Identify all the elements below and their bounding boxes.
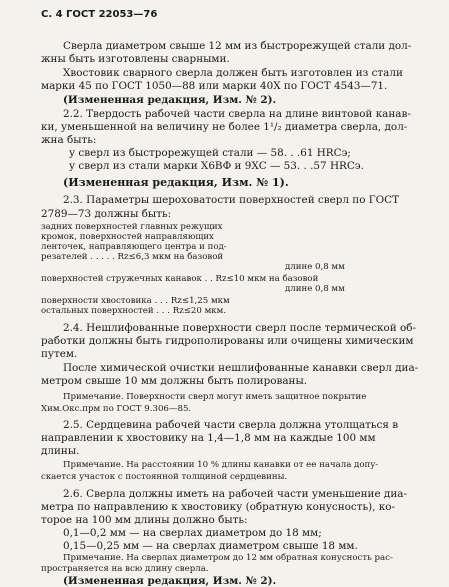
paragraph-line: ки, уменьшенной на величину не более 1¹/₂ диаметра сверла, дол- [41, 121, 408, 133]
page-header: С. 4 ГОСТ 22053—76 [41, 9, 158, 20]
paragraph-line: 0,15—0,25 мм — на сверлах диаметром свыше 18 мм. [63, 540, 358, 552]
roughness-line: длине 0,8 мм [285, 262, 345, 272]
paragraph-line: 0,1—0,2 мм — на сверлах диаметром до 18 мм; [63, 527, 322, 539]
revision-note: (Измененная редакция, Изм. № 2). [63, 94, 277, 106]
note-line: Примечание. Поверхности сверл могут иметь защитное покрытие [63, 392, 367, 402]
paragraph-line: направлении к хвостовику на 1,4—1,8 мм на каждые 100 мм [41, 432, 376, 444]
paragraph-line: длины. [41, 445, 80, 457]
paragraph-line: метром свыше 10 мм должны быть полированы. [41, 375, 308, 387]
roughness-line: ленточек, направляющего центра и под- [41, 242, 227, 252]
paragraph-line: 2.3. Параметры шероховатости поверхностей сверл по ГОСТ [63, 194, 400, 206]
note-line: скается участок с постоянной толщиной сердцевины. [41, 472, 288, 482]
paragraph-line: 2.6. Сверла должны иметь на рабочей части уменьшение диа- [63, 488, 407, 500]
revision-note: (Измененная редакция, Изм. № 1). [63, 176, 289, 189]
paragraph-line: 2.5. Сердцевина рабочей части сверла должна утолщаться в [63, 419, 399, 431]
paragraph-line: у сверл из быстрорежущей стали — 58. . .61 HRCэ; [69, 147, 351, 159]
paragraph-line: торое на 100 мм длины должно быть: [41, 514, 248, 526]
paragraph-line: марки 45 по ГОСТ 1050—88 или марки 40Х по ГОСТ 4543—71. [41, 80, 388, 92]
roughness-line: поверхностей стружечных канавок . . Rz≤10 мкм на базовой [41, 274, 319, 284]
note-line: Примечание. На расстоянии 10 % длины канавки от ее начала допу- [63, 460, 379, 470]
paragraph-line: путем. [41, 348, 78, 360]
paragraph-line: После химической очистки нешлифованные канавки сверл диа- [63, 362, 419, 374]
note-line: Примечание. На сверлах диаметром до 12 мм обратная конусность рас- [63, 553, 393, 563]
paragraph-line: 2.4. Нешлифованные поверхности сверл после термической об- [63, 322, 417, 334]
paragraph-line: 2.2. Твердость рабочей части сверла на длине винтовой канав- [63, 108, 411, 120]
roughness-line: длине 0,8 мм [285, 284, 345, 294]
paragraph-line: 2789—73 должны быть: [41, 208, 172, 220]
paragraph-line: метра по направлению к хвостовику (обратную конусность), ко- [41, 501, 396, 513]
roughness-line: резателей . . . . . Rz≤6,3 мкм на базовой [41, 252, 224, 262]
paragraph-line: у сверл из стали марки Х6ВФ и 9ХС — 53. . .57 HRCэ. [69, 160, 364, 172]
roughness-line: поверхности хвостовика . . . Rz≤1,25 мкм [41, 296, 230, 306]
paragraph-line: работки должны быть гидрополированы или очищены химическим [41, 335, 414, 347]
roughness-line: кромок, поверхностей направляющих [41, 232, 214, 242]
note-line: пространяется на всю длину сверла. [41, 564, 209, 574]
paragraph-line: жна быть: [41, 134, 97, 146]
revision-note: (Измененная редакция, Изм. № 2). [63, 575, 277, 587]
note-line: Хим.Окс.прм по ГОСТ 9.306—85. [41, 404, 192, 414]
roughness-line: задних поверхностей главных режущих [41, 222, 223, 232]
paragraph-line: Сверла диаметром свыше 12 мм из быстрорежущей стали дол- [63, 40, 412, 52]
paragraph-line: жны быть изготовлены сварными. [41, 53, 230, 65]
paragraph-line: Хвостовик сварного сверла должен быть изготовлен из стали [63, 67, 403, 79]
roughness-line: остальных поверхностей . . . Rz≤20 мкм. [41, 306, 227, 316]
